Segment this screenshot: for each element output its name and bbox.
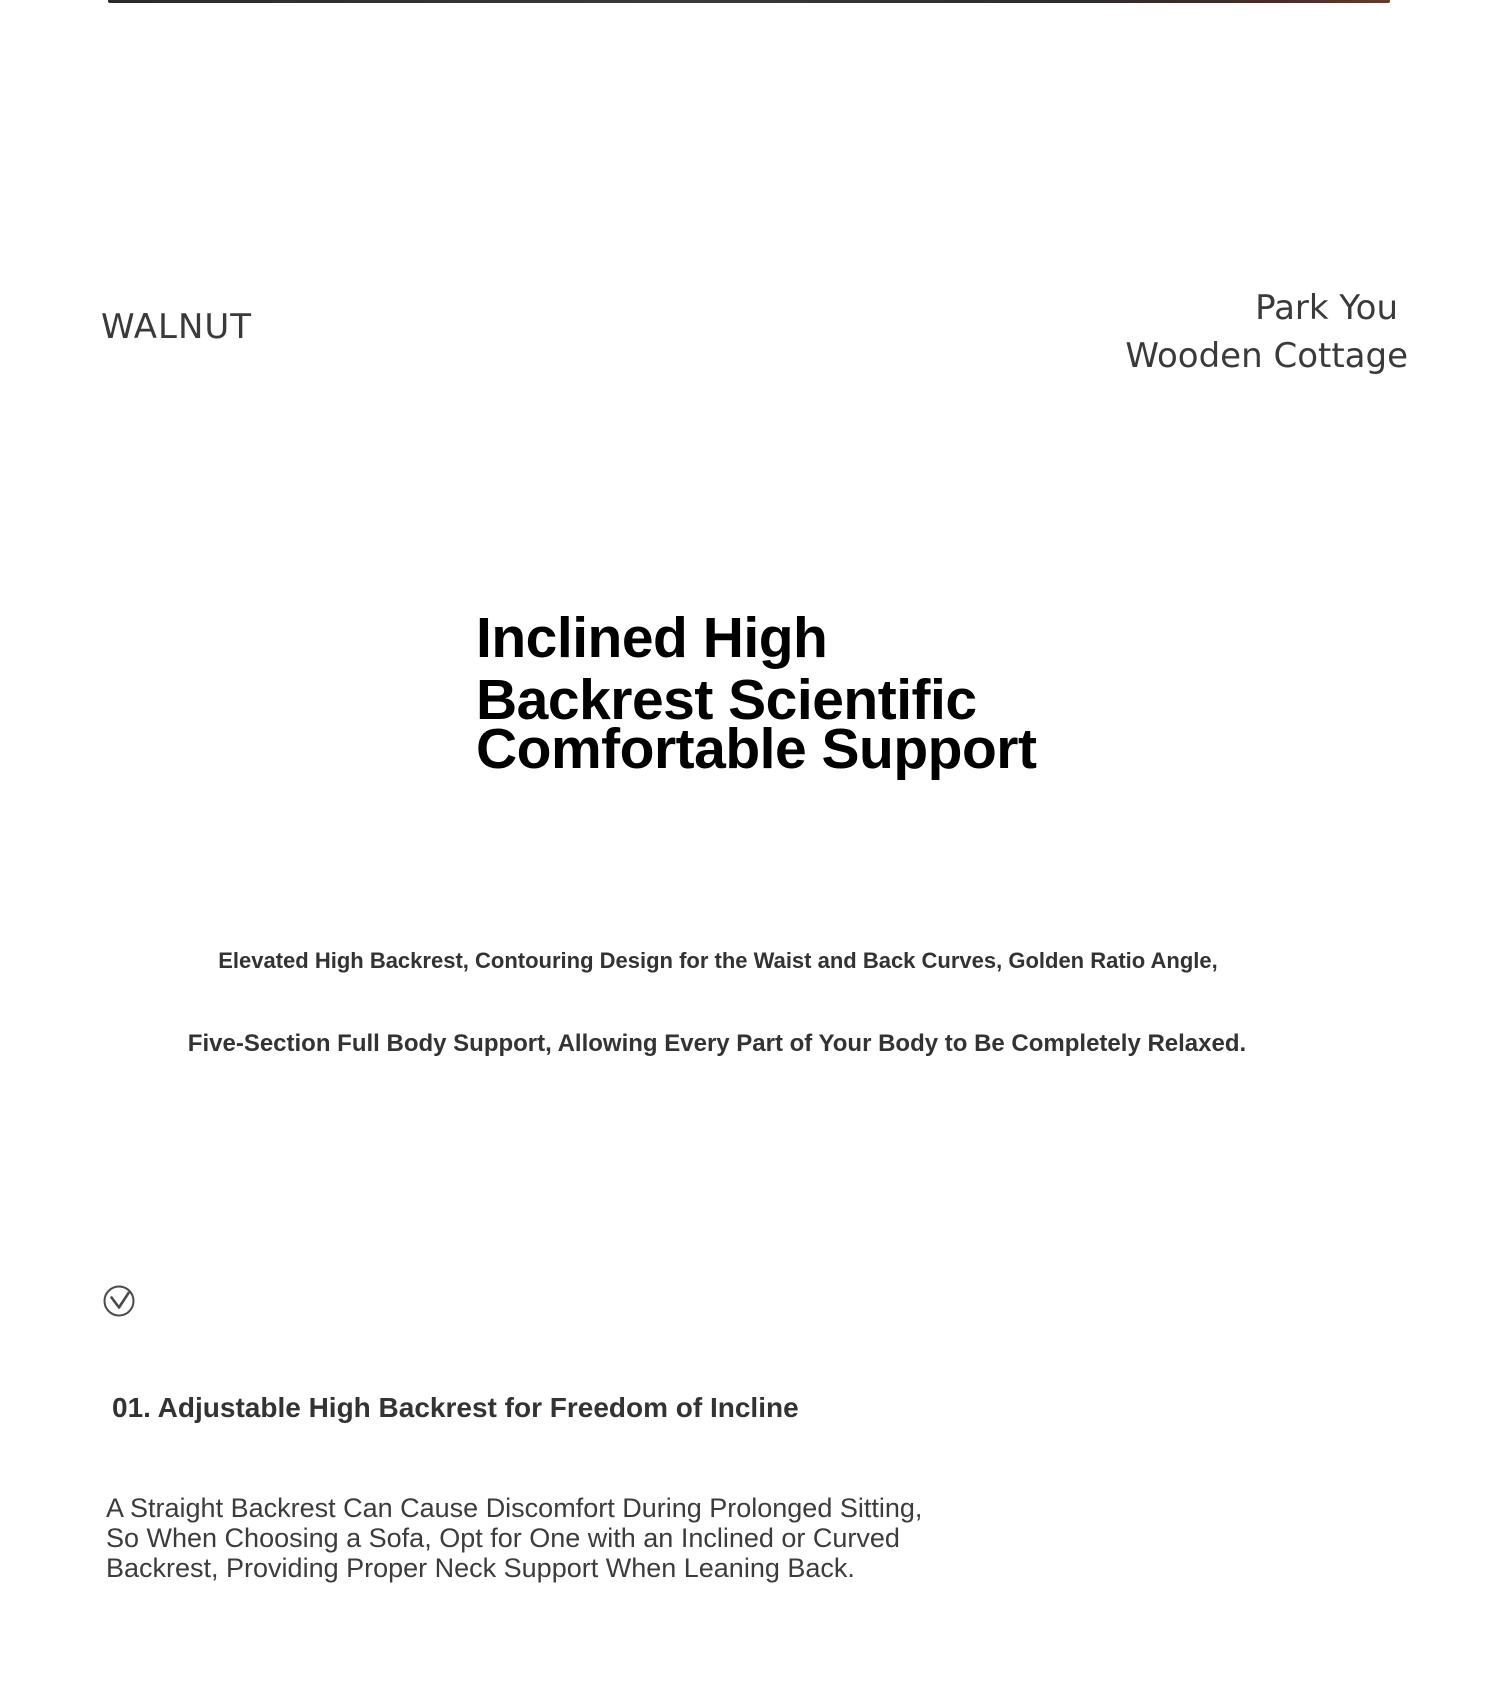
subheadline-line2-text: Five-Section Full Body Support, Allowing Every Part of Your Body to Be Completely Relaxed. [187, 1030, 1247, 1057]
headline-line1: Inclined High [476, 606, 828, 670]
headline-line3: Comfortable Support [476, 717, 1037, 781]
brand-name [1125, 284, 1408, 380]
feature-body-line: So When Choosing a Sofa, Opt for One with an Inclined or Curved [106, 1523, 900, 1553]
subheadline-line1-text: Elevated High Backrest, Contouring Design for the Waist and Back Curves, Golden Ratio Angle, [218, 948, 1218, 973]
subheadline-line2 [0, 1030, 1500, 1058]
subheadline-line1 [0, 948, 1500, 974]
headline-line2: Backrest Scientific [476, 668, 977, 732]
brand-name-line1: Park You [1255, 288, 1398, 328]
check-circle-icon [103, 1285, 135, 1317]
top-image-edge [108, 0, 1390, 3]
headline [476, 608, 1036, 779]
feature-body-line: Backrest, Providing Proper Neck Support When Leaning Back. [106, 1553, 855, 1583]
feature-body [106, 1493, 1006, 1583]
feature-body-line: A Straight Backrest Can Cause Discomfort During Prolonged Sitting, [106, 1493, 923, 1523]
material-label: WALNUT [101, 307, 253, 347]
feature-title: 01. Adjustable High Backrest for Freedom of Incline [112, 1392, 799, 1423]
brand-name-line2: Wooden Cottage [1125, 336, 1408, 376]
